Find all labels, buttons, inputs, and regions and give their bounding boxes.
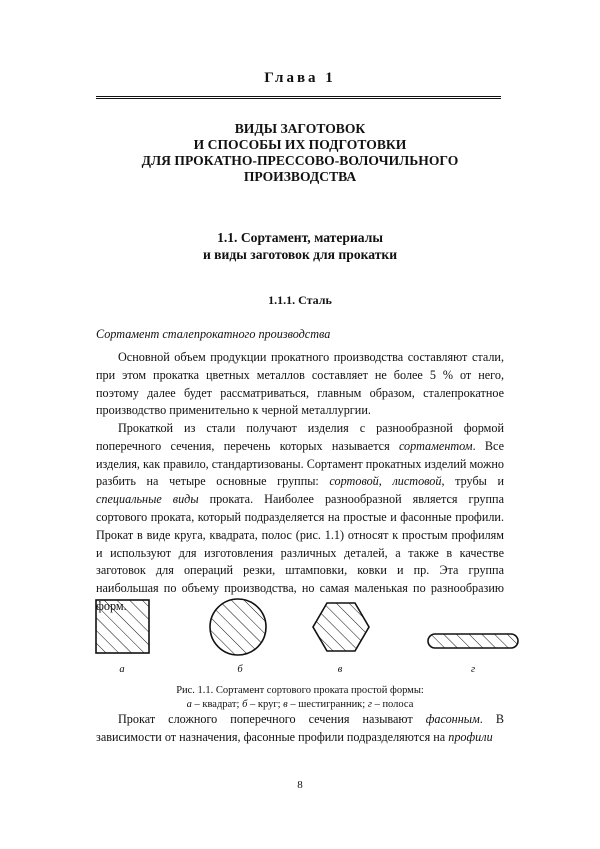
section-heading: [90, 229, 510, 263]
emphasis: профили: [448, 729, 493, 744]
text-run: проката. Наиболее разнообразной является группа сортового проката, который подразделяется на простые и фасонные профили. Прокат в виде круга, квадрата, полос (рис. 1.1) относят к простым профилям и используют для изготовления различных деталей, а также в качестве заготовок для операций резки, штамповки, ковки и пр. Эта группа наибольшая по объему производства, но самая маленькая по разнообразию: [96, 492, 504, 596]
hexagon-profile: [313, 603, 369, 651]
chapter-rule: [96, 96, 501, 99]
paragraph-3: [96, 711, 504, 747]
paragraph-1: Основной объем продукции прокатного производства составляют стали, при этом прокатка цветных металлов составляет не более 5 % от него, поэтому далее будет рассматриваться, главным образом, сталепрокатное производство применительно к черной металлургии.: [96, 350, 504, 418]
text-run: . Все изделия, как правило, стандартизованы. Сортамент прокатных изделий можно разбить на четыре основные группы:: [96, 438, 504, 489]
section-heading-line: 1.1. Сортамент, материалы: [217, 230, 383, 245]
figure-label-b: б: [237, 664, 243, 675]
chapter-heading: Глава 1: [264, 70, 336, 86]
strip-profile: [428, 634, 518, 648]
chapter-title-line: ДЛЯ ПРОКАТНО-ПРЕССОВО-ВОЛОЧИЛЬНОГО: [141, 153, 459, 168]
subheading: Сортамент сталепрокатного производства: [96, 327, 331, 341]
emphasis: фасонным: [425, 712, 480, 726]
text-run: , трубы и: [441, 474, 505, 489]
figure-label-a: а: [119, 664, 125, 675]
chapter-title: [90, 121, 510, 185]
section-heading-line: и виды заготовок для прокатки: [202, 247, 398, 262]
subsection-heading: 1.1.1. Сталь: [268, 293, 332, 307]
paragraph-2: [96, 420, 504, 616]
chapter-title-line: ПРОИЗВОДСТВА: [243, 169, 357, 184]
figure-1-1: [88, 594, 528, 684]
text-run: – квадрат;: [191, 698, 243, 710]
text-run: ,: [378, 474, 393, 489]
caption-line: [90, 698, 510, 712]
emphasis: б: [242, 698, 248, 710]
figure-caption: [90, 684, 510, 711]
square-profile: [96, 600, 149, 653]
text-run: . В зависимости от назначения, фасонные профили подразделяются на: [96, 712, 504, 744]
text-run: Прокат сложного поперечного сечения называют: [118, 712, 426, 726]
text-run: Прокаткой из стали получают изделия с разнообразной формой поперечного сечения, перечень которых называется: [96, 421, 504, 453]
emphasis: а: [186, 698, 192, 710]
emphasis: г: [367, 698, 372, 710]
text-run: – полоса: [371, 698, 414, 710]
text-run: – круг;: [247, 698, 284, 710]
caption-line: Рис. 1.1. Сортамент сортового проката простой формы:: [176, 685, 424, 696]
chapter-title-line: ВИДЫ ЗАГОТОВОК: [234, 121, 366, 136]
text-run: – шестигранник;: [287, 698, 368, 710]
circle-profile: [210, 599, 266, 655]
page-number: 8: [297, 779, 303, 791]
emphasis: сортовой: [329, 474, 379, 489]
emphasis: сортаментом: [398, 438, 473, 453]
figure-label-g: г: [470, 664, 476, 675]
emphasis: в: [283, 698, 288, 710]
emphasis: специальные виды: [96, 492, 199, 507]
chapter-title-line: И СПОСОБЫ ИХ ПОДГОТОВКИ: [193, 137, 407, 152]
figure-label-v: в: [337, 664, 343, 675]
emphasis: листовой: [392, 474, 442, 489]
